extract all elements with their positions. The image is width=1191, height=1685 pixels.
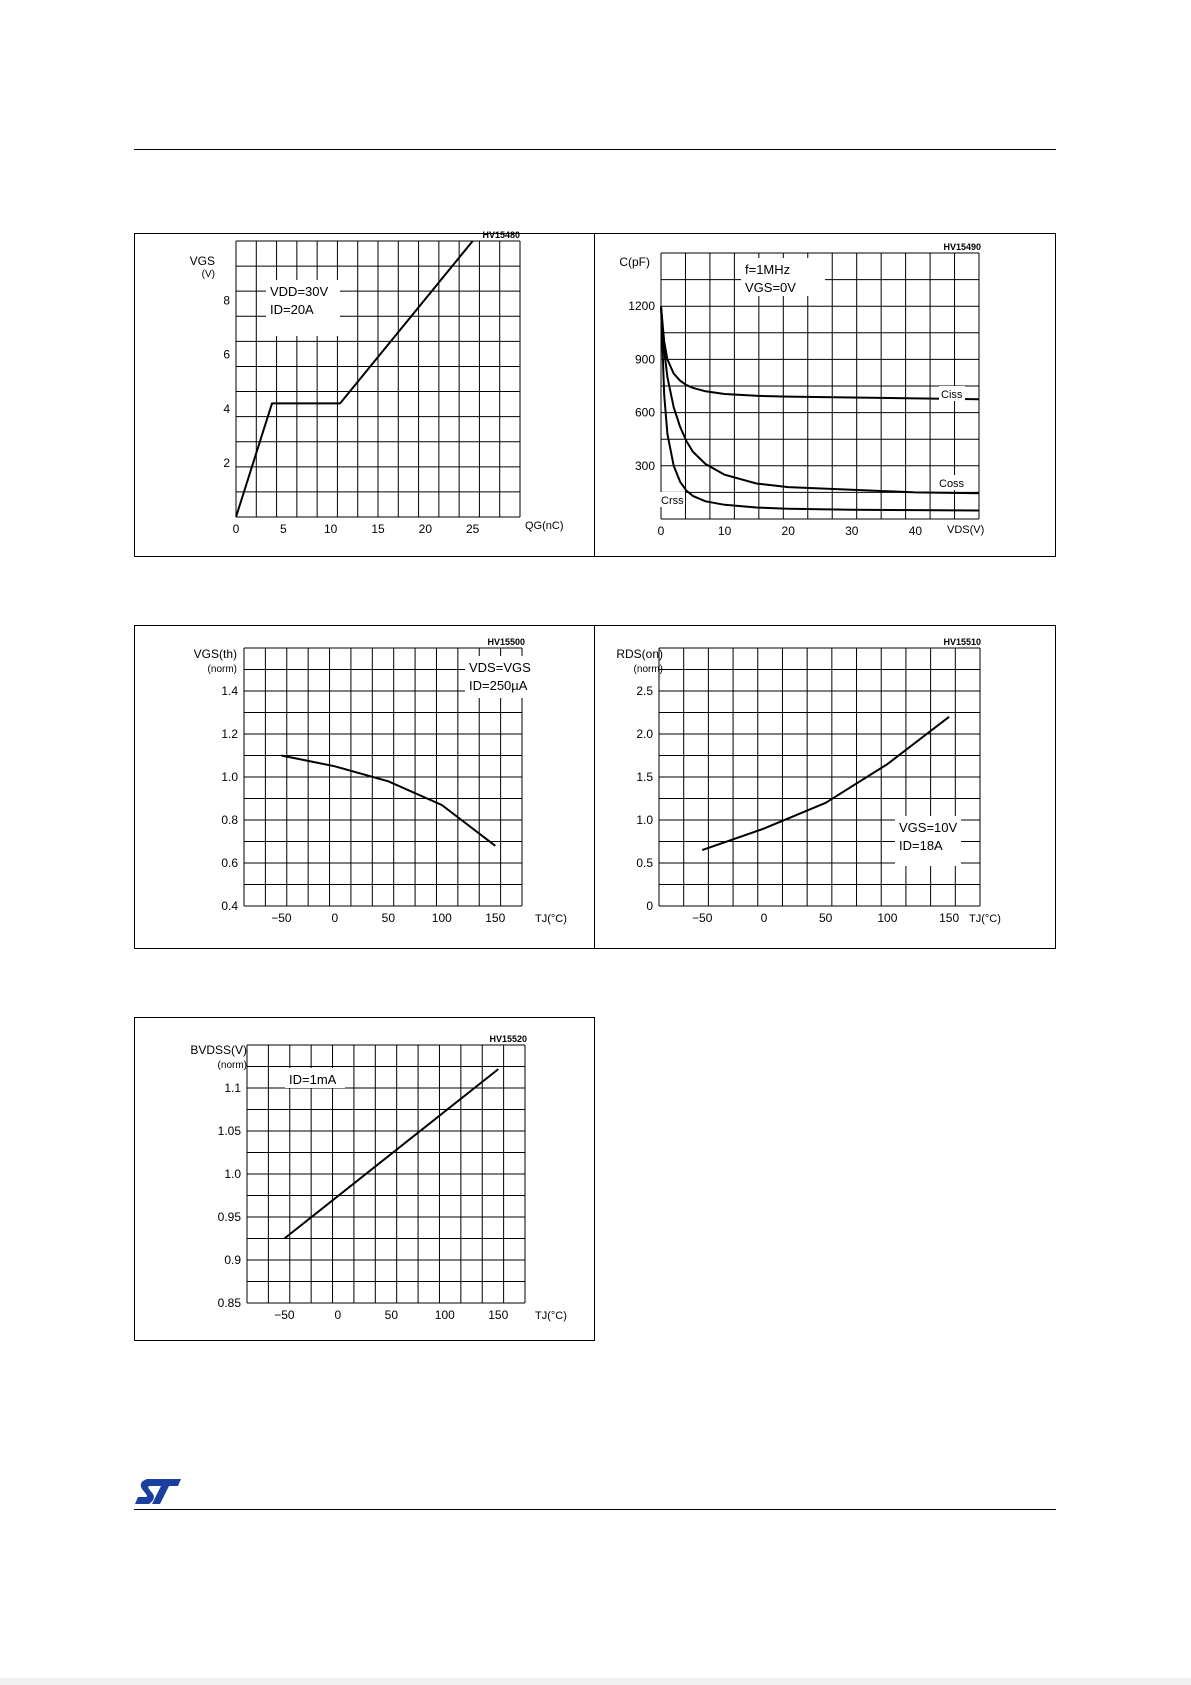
figure-code: HV15510 <box>943 637 981 647</box>
annotation-text: VGS=10V <box>899 820 958 835</box>
x-tick-label: 25 <box>465 522 480 536</box>
header-rule <box>134 149 1056 150</box>
x-tick-label: 100 <box>434 1308 455 1322</box>
series-line-Crss <box>661 306 979 510</box>
y-tick-label: 0.6 <box>221 856 238 870</box>
gate-charge-chart <box>135 230 596 558</box>
figure-code: HV15490 <box>943 242 981 252</box>
y-axis-label: (norm) <box>217 1060 247 1071</box>
annotation-text: VDS=VGS <box>469 660 531 675</box>
x-tick-label: 0 <box>760 911 768 925</box>
x-tick-label: 100 <box>431 911 452 925</box>
chart-panel-gate-charge <box>134 230 595 557</box>
y-axis-label: (norm) <box>633 664 663 675</box>
x-tick-label: 150 <box>939 911 960 925</box>
figure-code: HV15500 <box>487 637 525 647</box>
x-tick-label: 10 <box>323 522 338 536</box>
y-tick-label: 1.1 <box>224 1081 241 1095</box>
x-tick-label: −50 <box>274 1308 295 1322</box>
x-tick-label: 10 <box>717 524 732 538</box>
x-axis-label: TJ(°C) <box>969 913 1001 925</box>
series-line-Coss <box>661 306 979 493</box>
y-tick-label: 1.05 <box>217 1124 241 1138</box>
annotation-text: ID=1mA <box>289 1072 337 1087</box>
annotation-text: ID=18A <box>899 838 943 853</box>
y-tick-label: 900 <box>634 352 655 367</box>
x-tick-label: 150 <box>485 911 506 925</box>
st-logo-icon <box>133 1475 183 1507</box>
y-axis-label: (norm) <box>207 664 237 675</box>
y-tick-label: 0.9 <box>224 1253 241 1267</box>
grid <box>659 648 980 906</box>
y-tick-label: 2.0 <box>636 727 653 741</box>
x-tick-label: 30 <box>845 524 859 538</box>
gate-threshold-chart <box>135 626 596 950</box>
x-tick-label: −50 <box>692 911 713 925</box>
y-axis-label: RDS(on) <box>616 647 663 661</box>
y-tick-label: 1.5 <box>636 770 653 784</box>
chart-panel-gate-threshold <box>134 625 595 949</box>
x-axis-label: QG(nC) <box>525 520 564 532</box>
figure-code: HV15480 <box>482 230 520 240</box>
x-tick-label: 5 <box>279 522 287 536</box>
series-line-0 <box>281 756 495 846</box>
chart-panel-capacitance <box>594 233 1056 557</box>
y-tick-label: 0.8 <box>221 813 238 827</box>
x-tick-label: 20 <box>781 524 795 538</box>
annotation-text: VGS=0V <box>745 280 796 295</box>
x-axis-label: TJ(°C) <box>535 913 567 925</box>
y-tick-label: 1.4 <box>221 684 238 698</box>
y-axis-label: VGS(th) <box>193 647 237 661</box>
x-tick-label: 0 <box>334 1308 342 1322</box>
x-axis-label: VDS(V) <box>947 524 985 536</box>
series-label: Crss <box>661 495 684 507</box>
annotation-text: f=1MHz <box>745 262 791 277</box>
y-tick-label: 2 <box>223 455 230 470</box>
annotation-text: ID=250µA <box>469 678 528 693</box>
breakdown-voltage-chart <box>135 1018 596 1342</box>
y-tick-label: 8 <box>223 293 230 308</box>
y-tick-label: 0.5 <box>636 856 653 870</box>
x-tick-label: 50 <box>381 911 396 925</box>
series-label: Ciss <box>941 389 963 401</box>
y-tick-label: 6 <box>223 347 230 362</box>
x-tick-label: 0 <box>331 911 339 925</box>
series-line-Ciss <box>661 306 979 399</box>
y-tick-label: 0.85 <box>217 1296 241 1310</box>
x-tick-label: −50 <box>271 911 292 925</box>
x-axis-label: TJ(°C) <box>535 1310 567 1322</box>
y-axis-label: C(pF) <box>619 255 650 269</box>
y-tick-label: 1200 <box>628 299 655 314</box>
series-label: Coss <box>939 478 965 490</box>
annotation-text: ID=20A <box>270 302 314 317</box>
x-tick-label: 0 <box>232 522 240 536</box>
annotation-text: VDD=30V <box>270 284 329 299</box>
y-axis-label: (V) <box>201 269 215 280</box>
x-tick-label: 20 <box>418 522 433 536</box>
y-tick-label: 300 <box>634 458 655 473</box>
x-tick-label: 15 <box>371 522 385 536</box>
y-axis-label: VGS <box>189 254 215 268</box>
x-tick-label: 50 <box>384 1308 399 1322</box>
x-tick-label: 40 <box>908 524 923 538</box>
x-tick-label: 150 <box>488 1308 509 1322</box>
y-tick-label: 0 <box>646 899 653 913</box>
chart-panel-breakdown-voltage <box>134 1017 595 1341</box>
footer-rule <box>134 1509 1056 1510</box>
series-line-0 <box>284 1069 498 1238</box>
y-tick-label: 0.4 <box>221 899 238 913</box>
x-tick-label: 50 <box>818 911 833 925</box>
y-tick-label: 2.5 <box>636 684 653 698</box>
y-tick-label: 4 <box>223 401 230 416</box>
x-tick-label: 0 <box>657 524 665 538</box>
figure-code: HV15520 <box>489 1034 527 1044</box>
y-tick-label: 1.0 <box>221 770 238 784</box>
y-tick-label: 1.0 <box>636 813 653 827</box>
y-tick-label: 600 <box>634 405 655 420</box>
y-tick-label: 1.2 <box>221 727 238 741</box>
y-tick-label: 1.0 <box>224 1167 241 1181</box>
capacitance-chart <box>595 234 1057 558</box>
on-resistance-chart <box>595 626 1057 950</box>
chart-panel-on-resistance <box>594 625 1056 949</box>
page-bottom-strip <box>0 1678 1191 1685</box>
x-tick-label: 100 <box>877 911 898 925</box>
y-axis-label: BVDSS(V) <box>190 1043 247 1057</box>
y-tick-label: 0.95 <box>217 1210 241 1224</box>
